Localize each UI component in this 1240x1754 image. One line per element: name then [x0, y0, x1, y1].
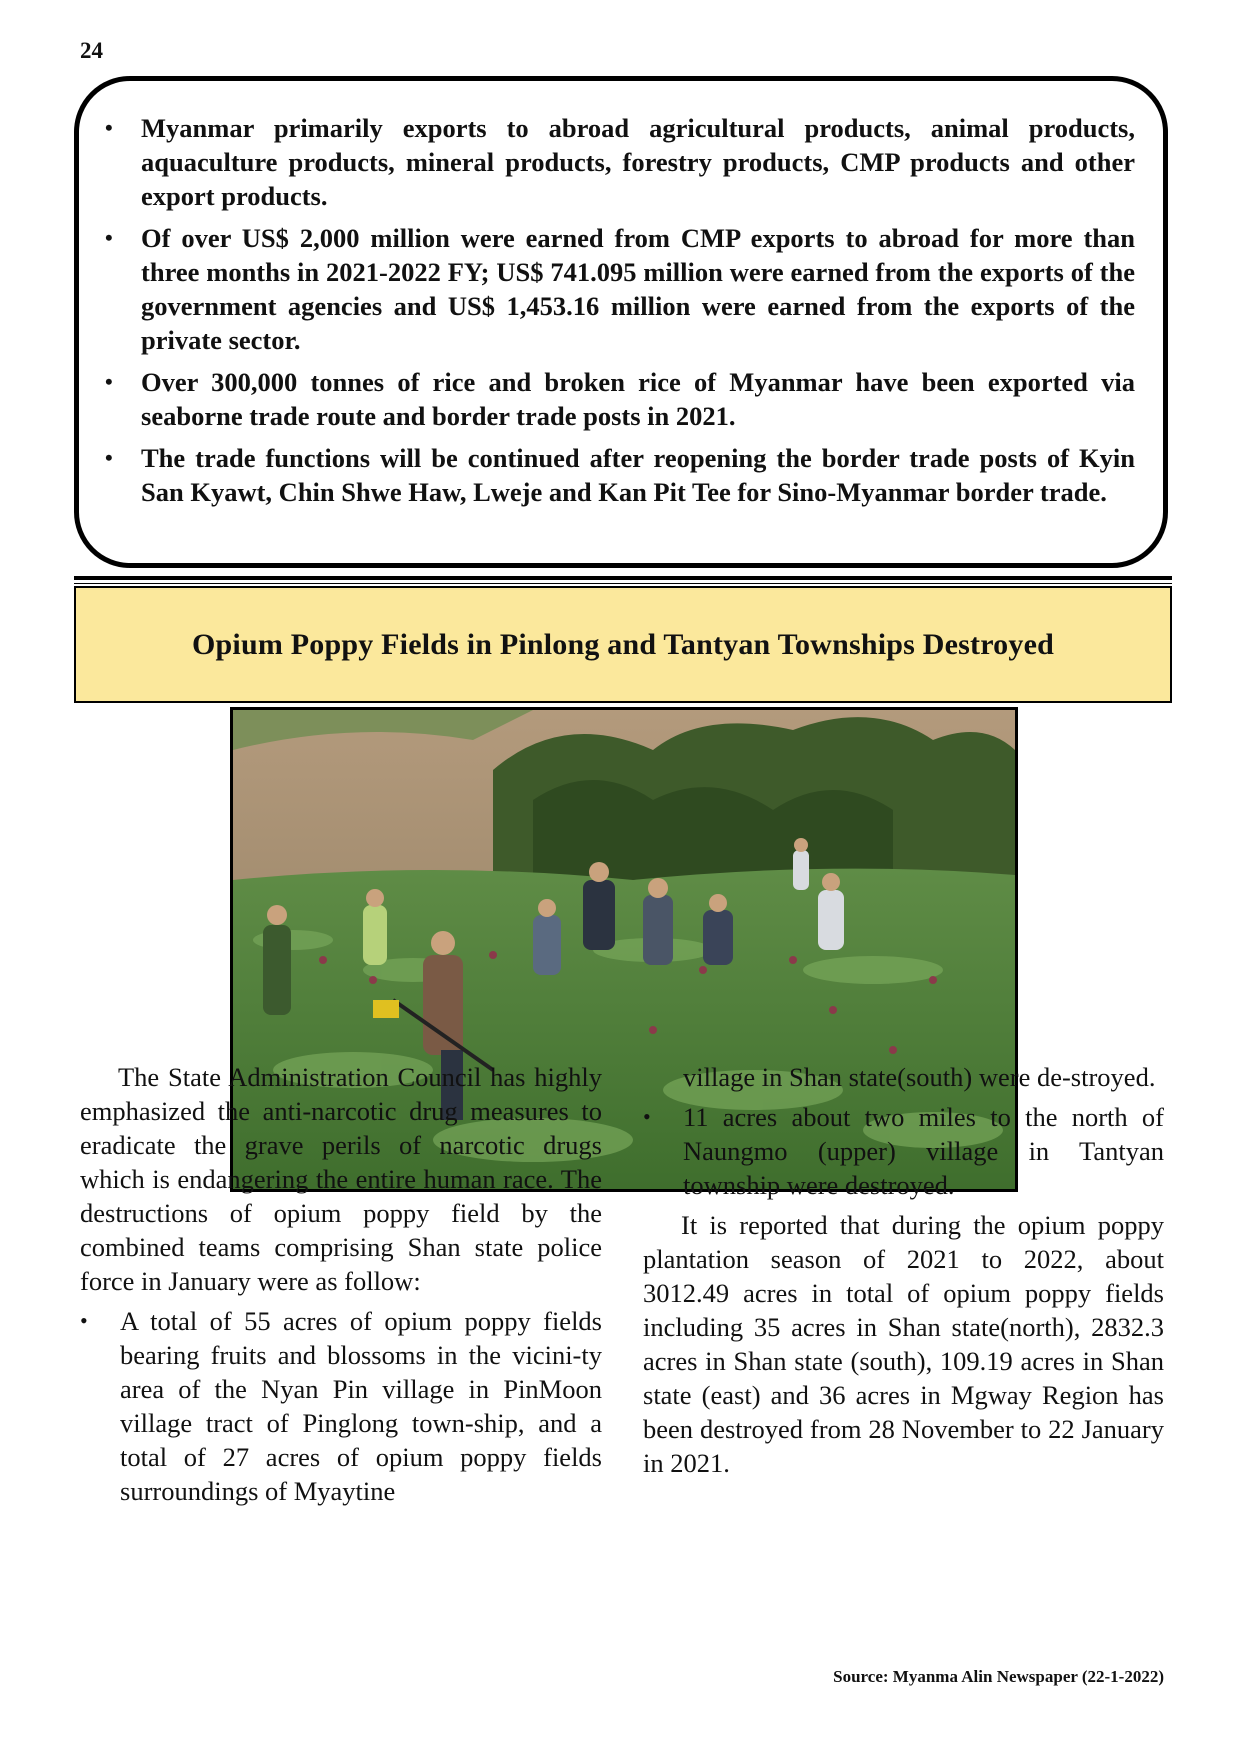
summary-item: [105, 221, 1135, 357]
bullet-paragraph: [643, 1100, 1164, 1202]
divider-thin: [74, 583, 1172, 584]
summary-item: [105, 365, 1135, 433]
summary-text: Of over US$ 2,000 million were earned from CMP exports to abroad for more than three months in 2021-2022 FY; US$ 741.095 million were earned from the exports of the government agencies and US$ 1,453.16 million were earned from the exports of the private sector.: [141, 223, 1135, 355]
closing-paragraph: It is reported that during the opium poppy plantation season of 2021 to 2022, about 3012.49 acres in total of opium poppy fields including 35 acres in Shan state(north), 2832.3 acres in Shan state (south), 109.19 acres in Shan state (east) and 36 acres in Mgway Region has been destroyed from 28 November to 22 January in 2021.: [643, 1210, 1164, 1478]
summary-box: [74, 76, 1168, 568]
left-column: [80, 1060, 602, 1508]
summary-text: Myanmar primarily exports to abroad agricultural products, animal products, aquaculture products, mineral products, forestry products, CMP products and other export products.: [141, 113, 1135, 211]
article-headline: Opium Poppy Fields in Pinlong and Tantyan Townships Destroyed: [192, 627, 1054, 661]
summary-item: [105, 111, 1135, 213]
bullet-icon: •: [105, 225, 113, 250]
bullet-text: A total of 55 acres of opium poppy fields bearing fruits and blossoms in the vicini-ty area of the Nyan Pin village in PinMoon village tract of Pinglong town-ship, and a total of 27 acres of opium poppy fields surroundings of Myaytine: [120, 1306, 602, 1506]
right-column: [643, 1060, 1164, 1480]
summary-item: [105, 441, 1135, 509]
headline-box: [74, 586, 1172, 703]
summary-text: The trade functions will be continued after reopening the border trade posts of Kyin San Kyawt, Chin Shwe Haw, Lweje and Kan Pit Tee for Sino-Myanmar border trade.: [141, 443, 1135, 507]
bullet-icon: •: [105, 445, 113, 470]
bullet-text: 11 acres about two miles to the north of Naungmo (upper) village in Tantyan township were destroyed.: [683, 1102, 1164, 1200]
divider-thick: [74, 576, 1172, 580]
bullet-continued: village in Shan state(south) were de-stroyed.: [683, 1062, 1156, 1092]
source-citation: Source: Myanma Alin Newspaper (22-1-2022): [833, 1667, 1164, 1686]
bullet-icon: •: [105, 115, 113, 140]
bullet-paragraph: [80, 1304, 602, 1508]
page-number: 24: [80, 38, 103, 63]
intro-paragraph: The State Administration Council has highly emphasized the anti-narcotic drug measures to eradicate the grave perils of narcotic drugs which is endangering the entire human race. The destructions of opium poppy field by the combined teams comprising Shan state police force in January were as follow:: [80, 1062, 602, 1296]
bullet-icon: •: [105, 369, 113, 394]
bullet-icon: •: [643, 1104, 651, 1129]
bullet-icon: •: [80, 1308, 88, 1333]
summary-list: [79, 81, 1163, 509]
summary-text: Over 300,000 tonnes of rice and broken rice of Myanmar have been exported via seaborne trade route and border trade posts in 2021.: [141, 367, 1135, 431]
